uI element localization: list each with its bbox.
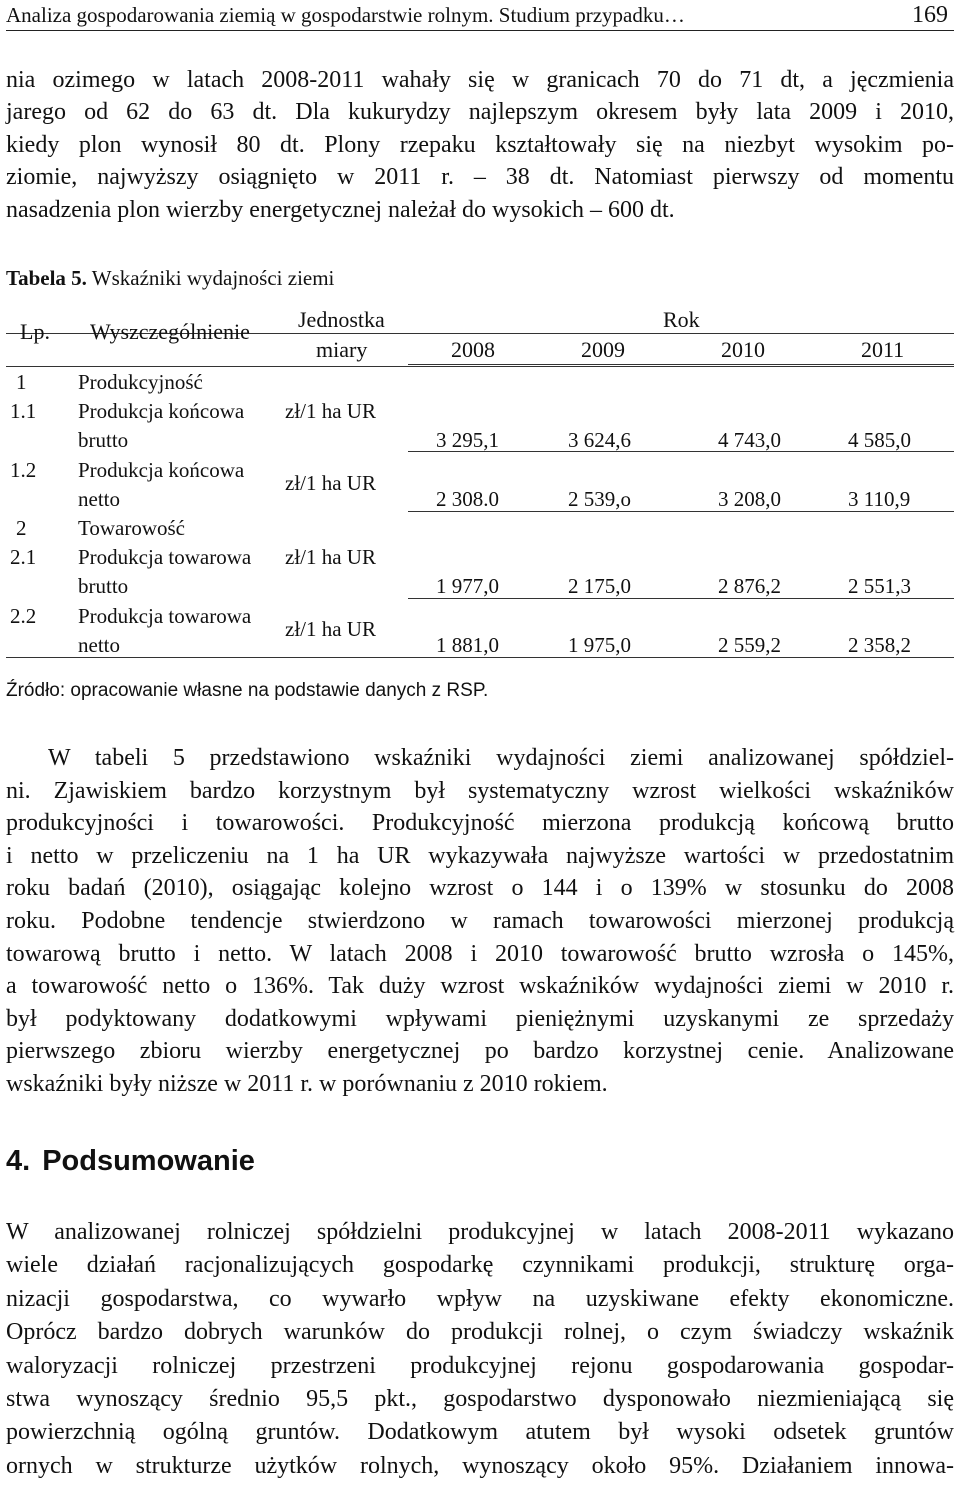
row-value: 1 975,0	[568, 633, 631, 657]
row-unit: zł/1 ha UR	[285, 399, 376, 423]
row-lp: 2.1	[10, 545, 37, 569]
body-line: był podyktowany dodatkowymi wpływami pieniężnymi uzyskanymi ze sprzedaży	[6, 1005, 954, 1032]
header-unit-line2: miary	[316, 337, 368, 362]
row-item: Produkcja końcowa	[78, 458, 245, 482]
page-number: 169	[912, 1, 948, 28]
running-header	[6, 0, 954, 31]
row-value: 2 559,2	[718, 633, 781, 657]
header-unit-line1: Jednostka	[298, 307, 385, 332]
row-value: 4 743,0	[718, 428, 781, 452]
row-lp: 1.1	[10, 399, 37, 423]
row-value: 1 881,0	[436, 633, 499, 657]
row-item: Produkcja towarowa	[78, 545, 252, 569]
row-value: 3 295,1	[436, 428, 499, 452]
row-value: 2 308.0	[436, 487, 499, 511]
rok-rule	[408, 364, 954, 365]
row-item: Produkcja końcowa	[78, 399, 245, 423]
body-line: produkcyjności i towarowości. Produkcyjność mierzona produkcją końcową brutto	[6, 810, 954, 837]
row-lp: 1	[16, 370, 27, 394]
table-caption-label: Tabela 5.	[6, 266, 87, 290]
section-heading	[6, 1145, 255, 1178]
analysis-paragraph	[6, 742, 954, 1101]
section-title: Podsumowanie	[42, 1145, 255, 1177]
row-unit: zł/1 ha UR	[285, 471, 376, 495]
summary-line: ornych w strukturze użytków rolnych, wynoszący około 95%. Działaniem innowa-	[6, 1452, 954, 1479]
row-value: 3 208,0	[718, 487, 781, 511]
summary-line: nizacji gospodarstwa, co wywarło wpływ na uzyskiwane efekty ekonomiczne.	[6, 1285, 954, 1312]
table-caption	[6, 266, 334, 291]
body-line: roku badań (2010), osiągając kolejno wzrost o 144 i o 139% w stosunku do 2008	[6, 875, 954, 902]
header-year: 2008	[451, 337, 495, 362]
row-value: 2 175,0	[568, 574, 631, 598]
summary-line: stwa wynoszący średnio 95,5 pkt., gospodarstwo dysponowało niezmieniającą się	[6, 1386, 954, 1413]
row-item: brutto	[78, 574, 129, 598]
intro-paragraph	[6, 64, 954, 226]
row-value: 1 977,0	[436, 574, 499, 598]
row-value: 3 624,6	[568, 428, 631, 452]
section-number: 4.	[6, 1145, 31, 1177]
row-item: Produkcyjność	[78, 370, 203, 394]
row-value: 2 876,2	[718, 574, 781, 598]
header-rok: Rok	[663, 307, 700, 332]
header-item: Wyszczególnienie	[90, 319, 250, 344]
body-line: a towarowość netto o 136%. Tak duży wzrost wskaźników wydajności ziemi w 2010 r.	[6, 973, 954, 1000]
row-lp: 2.2	[10, 604, 37, 628]
summary-paragraph	[6, 1216, 954, 1483]
body-line: pierwszego zbioru wierzby energetycznej po bardzo korzystnej cenie. Analizowane	[6, 1038, 954, 1065]
running-title: Analiza gospodarowania ziemią w gospodarstwie rolnym. Studium przypadku…	[6, 2, 685, 27]
row-item: netto	[78, 487, 120, 511]
body-line: i netto w przeliczeniu na 1 ha UR wykazywała najwyższe wartości w przedostatnim	[6, 842, 954, 869]
summary-line: W analizowanej rolniczej spółdzielni produkcyjnej w latach 2008-2011 wykazano	[6, 1219, 954, 1245]
row-value: 4 585,0	[848, 428, 911, 452]
body-line: ni. Zjawiskiem bardzo korzystnym był systematyczny wzrost wielkości wskaźników	[6, 777, 954, 804]
header-year: 2009	[581, 337, 625, 362]
row-value: 2 551,3	[848, 574, 911, 598]
summary-line: powierzchnią ogólną gruntów. Dodatkowym atutem był wysoki odsetek gruntów	[6, 1419, 954, 1446]
row-item: Towarowość	[78, 516, 185, 540]
row-lp: 1.2	[10, 458, 37, 482]
row-value: 2 358,2	[848, 633, 911, 657]
row-value: 2 539,o	[568, 487, 631, 511]
summary-line: Oprócz bardzo dobrych warunków do produkcji rolnej, o czym świadczy wskaźnik	[6, 1319, 954, 1346]
intro-line: nia ozimego w latach 2008-2011 wahały się w granicach 70 do 71 dt, a jęczmienia	[6, 67, 954, 93]
intro-line: kiedy plon wynosił 80 dt. Plony rzepaku kształtowały się na niezbyt wysokim po-	[6, 131, 954, 158]
body-line: roku. Podobne tendencje stwierdzono w ramach towarowości mierzonej produkcją	[6, 907, 954, 934]
row-item: netto	[78, 633, 120, 657]
row-item: Produkcja towarowa	[78, 604, 252, 628]
table-source: Źródło: opracowanie własne na podstawie danych z RSP.	[6, 680, 489, 701]
body-line: wskaźniki były niższe w 2011 r. w porównaniu z 2010 rokiem.	[6, 1070, 608, 1097]
row-item: brutto	[78, 428, 129, 452]
row-unit: zł/1 ha UR	[285, 545, 376, 569]
body-line: W tabeli 5 przedstawiono wskaźniki wydajności ziemi analizowanej spółdziel-	[48, 745, 954, 771]
body-line: towarową brutto i netto. W latach 2008 i 2010 towarowość brutto wzrosła o 145%,	[6, 940, 954, 967]
row-unit: zł/1 ha UR	[285, 617, 376, 641]
summary-line: waloryzacji rolniczej przestrzeni produkcyjnej rejonu gospodarowania gospodar-	[6, 1352, 954, 1379]
header-year: 2011	[861, 337, 905, 362]
row-value: 3 110,9	[848, 487, 911, 511]
header-lp: Lp.	[20, 319, 50, 344]
intro-line: nasadzenia plon wierzby energetycznej należał do wysokich – 600 dt.	[6, 196, 675, 223]
summary-line: wiele działań racjonalizujących gospodarkę czynnikami produkcji, strukturę orga-	[6, 1252, 954, 1279]
header-bottom-rule	[6, 366, 954, 367]
intro-line: ziomie, najwyższy osiągnięto w 2011 r. – 38 dt. Natomiast pierwszy od momentu	[6, 164, 954, 191]
intro-line: jarego od 62 do 63 dt. Dla kukurydzy najlepszym okresem były lata 2009 i 2010,	[6, 99, 954, 126]
row-lp: 2	[16, 516, 27, 540]
table-caption-text: Wskaźniki wydajności ziemi	[91, 266, 335, 290]
header-year: 2010	[721, 337, 765, 362]
